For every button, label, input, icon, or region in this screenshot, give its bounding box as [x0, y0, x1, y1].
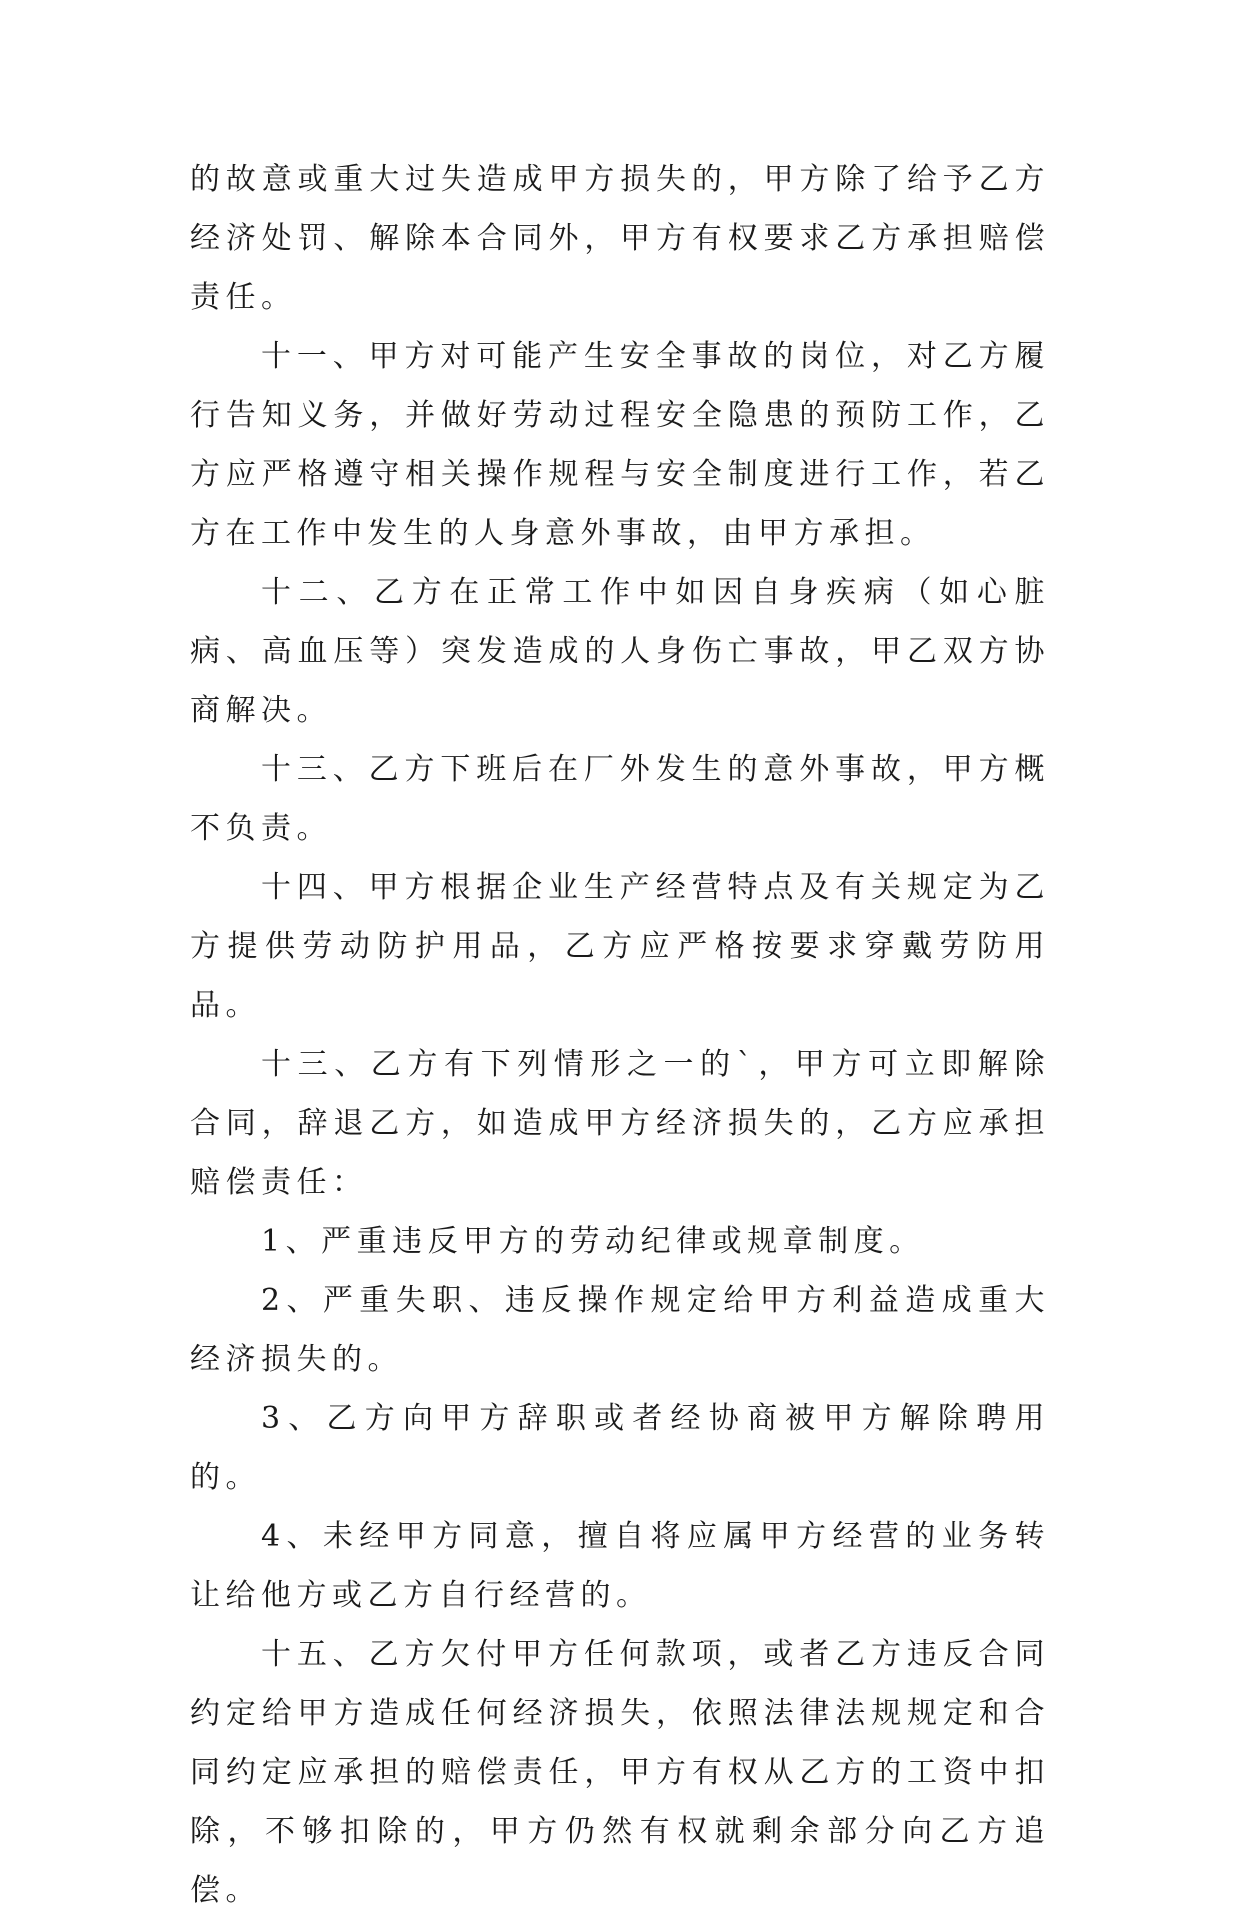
clause-11: 十一、甲方对可能产生安全事故的岗位，对乙方履行告知义务，并做好劳动过程安全隐患的预防工作，乙方应严格遵守相关操作规程与安全制度进行工作，若乙方在工作中发生的人身意外事故，由甲方承担。: [190, 339, 1050, 551]
paragraph-continuation: 的故意或重大过失造成甲方损失的，甲方除了给予乙方经济处罚、解除本合同外，甲方有权要求乙方承担赔偿责任。: [190, 162, 1050, 315]
clause-12: 十二、乙方在正常工作中如因自身疾病（如心脏病、高血压等）突发造成的人身伤亡事故，甲乙双方协商解决。: [190, 575, 1050, 728]
list-item-3: 3、乙方向甲方辞职或者经协商被甲方解除聘用的。: [190, 1401, 1050, 1495]
list-item-2: 2、严重失职、违反操作规定给甲方利益造成重大经济损失的。: [190, 1283, 1050, 1377]
list-item-4: 4、未经甲方同意，擅自将应属甲方经营的业务转让给他方或乙方自行经营的。: [190, 1519, 1050, 1613]
clause-13-dismissal: 十三、乙方有下列情形之一的`，甲方可立即解除合同，辞退乙方，如造成甲方经济损失的，乙方应承担赔偿责任：: [190, 1047, 1050, 1200]
clause-14: 十四、甲方根据企业生产经营特点及有关规定为乙方提供劳动防护用品，乙方应严格按要求穿戴劳防用品。: [190, 870, 1050, 1023]
clause-15: 十五、乙方欠付甲方任何款项，或者乙方违反合同约定给甲方造成任何经济损失，依照法律法规规定和合同约定应承担的赔偿责任，甲方有权从乙方的工资中扣除，不够扣除的，甲方仍然有权就剩余部分向乙方追偿。: [190, 1637, 1050, 1908]
clause-13-after-work: 十三、乙方下班后在厂外发生的意外事故，甲方概不负责。: [190, 752, 1050, 846]
list-item-1: 1、严重违反甲方的劳动纪律或规章制度。: [261, 1224, 925, 1259]
document-body: [190, 150, 1050, 1920]
